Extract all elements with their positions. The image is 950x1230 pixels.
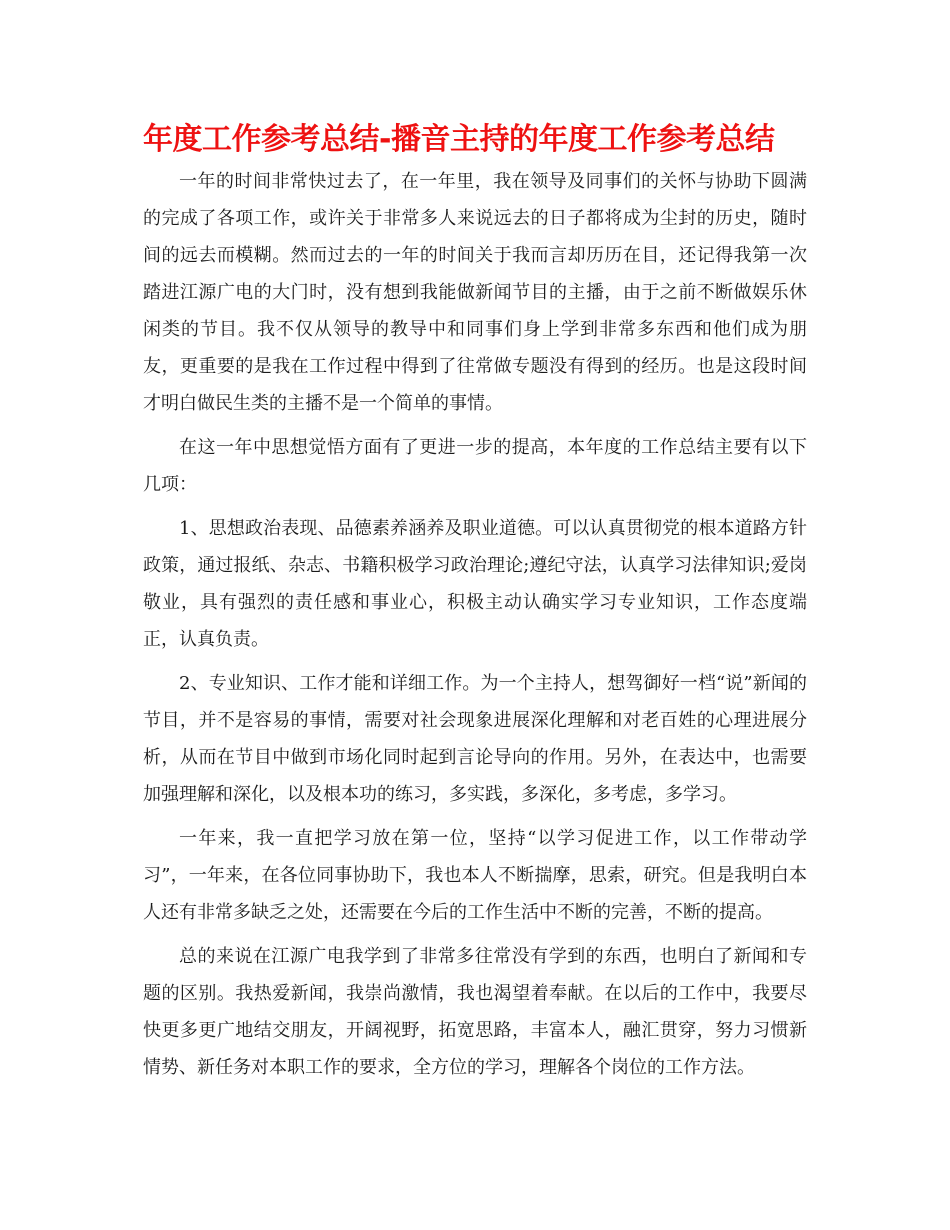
paragraph-conclusion: 总的来说在江源广电我学到了非常多往常没有学到的东西，也明白了新闻和专题的区别。我热爱新闻，我崇尚激情，我也渴望着奉献。在以后的工作中，我要尽快更多更广地结交朋友，开阔视野，拓宽思路，丰富本人，融汇贯穿，努力习惯新情势、新任务对本职工作的要求，全方位的学习，理解各个岗位的工作方法。 (143, 946, 807, 1078)
document-title: 年度工作参考总结-播音主持的年度工作参考总结 (143, 122, 775, 157)
document-body (143, 163, 807, 1093)
paragraph-overview: 在这一年中思想觉悟方面有了更进一步的提高，本年度的工作总结主要有以下几项： (143, 437, 807, 495)
paragraph-intro: 一年的时间非常快过去了，在一年里，我在领导及同事们的关怀与协助下圆满的完成了各项工作，或许关于非常多人来说远去的日子都将成为尘封的历史，随时间的远去而模糊。然而过去的一年的时间关于我而言却历历在目，还记得我第一次踏进江源广电的大门时，没有想到我能做新闻节目的主播，由于之前不断做娱乐休闲类的节目。我不仅从领导的教导中和同事们身上学到非常多东西和他们成为朋友，更重要的是我在工作过程中得到了往常做专题没有得到的经历。也是这段时间才明白做民生类的主播不是一个简单的事情。 (143, 171, 807, 414)
paragraph-item-1: 1、思想政治表现、品德素养涵养及职业道德。可以认真贯彻党的根本道路方针政策，通过报纸、杂志、书籍积极学习政治理论;遵纪守法，认真学习法律知识;爱岗敬业，具有强烈的责任感和事业心，积极主动认确实学习专业知识，工作态度端正，认真负责。 (143, 518, 808, 650)
paragraph-learning: 一年来，我一直把学习放在第一位，坚持“以学习促进工作，以工作带动学习”，一年来，在各位同事协助下，我也本人不断揣摩，思索，研究。但是我明白本人还有非常多缺乏之处，还需要在今后的工作生活中不断的完善，不断的提高。 (143, 828, 807, 923)
paragraph-item-2: 2、专业知识、工作才能和详细工作。为一个主持人，想驾御好一档“说”新闻的节目，并不是容易的事情，需要对社会现象进展深化理解和对老百姓的心理进展分析，从而在节目中做到市场化同时起到言论导向的作用。另外，在表达中，也需要加强理解和深化，以及根本功的练习，多实践，多深化，多考虑，多学习。 (143, 673, 807, 805)
